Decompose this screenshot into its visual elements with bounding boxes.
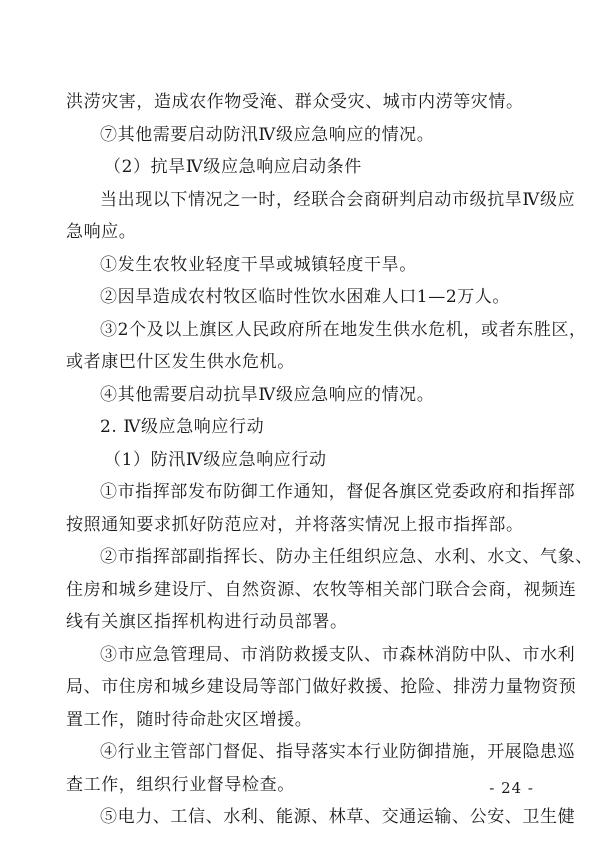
- paragraph-line: ⑦其他需要启动防汛Ⅳ级应急响应的情况。: [100, 125, 435, 145]
- paragraph-line: 急响应。: [66, 222, 137, 242]
- paragraph-line: 查工作，组织行业督导检查。: [66, 775, 295, 795]
- paragraph-line: 住房和城乡建设厅、自然资源、农牧等相关部门联合会商，视频连: [66, 580, 577, 600]
- section-heading: （1）防汛Ⅳ级应急响应行动: [104, 450, 327, 470]
- list-item: ④其他需要启动抗旱Ⅳ级应急响应的情况。: [100, 385, 435, 405]
- paragraph-line: 局、市住房和城乡建设局等部门做好救援、抢险、排涝力量物资预: [66, 677, 577, 697]
- list-item: ①发生农牧业轻度干旱或城镇轻度干旱。: [100, 255, 417, 275]
- list-item: ②市指挥部副指挥长、防办主任组织应急、水利、水文、气象、: [100, 547, 593, 567]
- paragraph-line: 按照通知要求抓好防范应对，并将落实情况上报市指挥部。: [66, 515, 524, 535]
- paragraph-line: 线有关旗区指挥机构进行动员部署。: [66, 612, 348, 632]
- list-item: ③市应急管理局、市消防救援支队、市森林消防中队、市水利: [100, 645, 576, 665]
- section-heading: 2. Ⅳ级应急响应行动: [100, 417, 265, 437]
- paragraph-line: 或者康巴什区发生供水危机。: [66, 352, 295, 372]
- list-item: ⑤电力、工信、水利、能源、林草、交通运输、公安、卫生健: [100, 807, 576, 827]
- list-item: ③2个及以上旗区人民政府所在地发生供水危机，或者东胜区，: [100, 320, 587, 340]
- section-heading: （2）抗旱Ⅳ级应急响应启动条件: [104, 157, 362, 177]
- paragraph-line: 洪涝灾害，造成农作物受淹、群众受灾、城市内涝等灾情。: [66, 92, 524, 112]
- list-item: ④行业主管部门督促、指导落实本行业防御措施，开展隐患巡: [100, 742, 576, 762]
- paragraph-line: 置工作，随时待命赴灾区增援。: [66, 710, 313, 730]
- list-item: ②因旱造成农村牧区临时性饮水困难人口1—2万人。: [100, 287, 511, 307]
- paragraph-line: 当出现以下情况之一时，经联合会商研判启动市级抗旱Ⅳ级应: [100, 190, 576, 210]
- page-number: - 24 -: [489, 779, 534, 797]
- list-item: ①市指挥部发布防御工作通知，督促各旗区党委政府和指挥部: [100, 482, 576, 502]
